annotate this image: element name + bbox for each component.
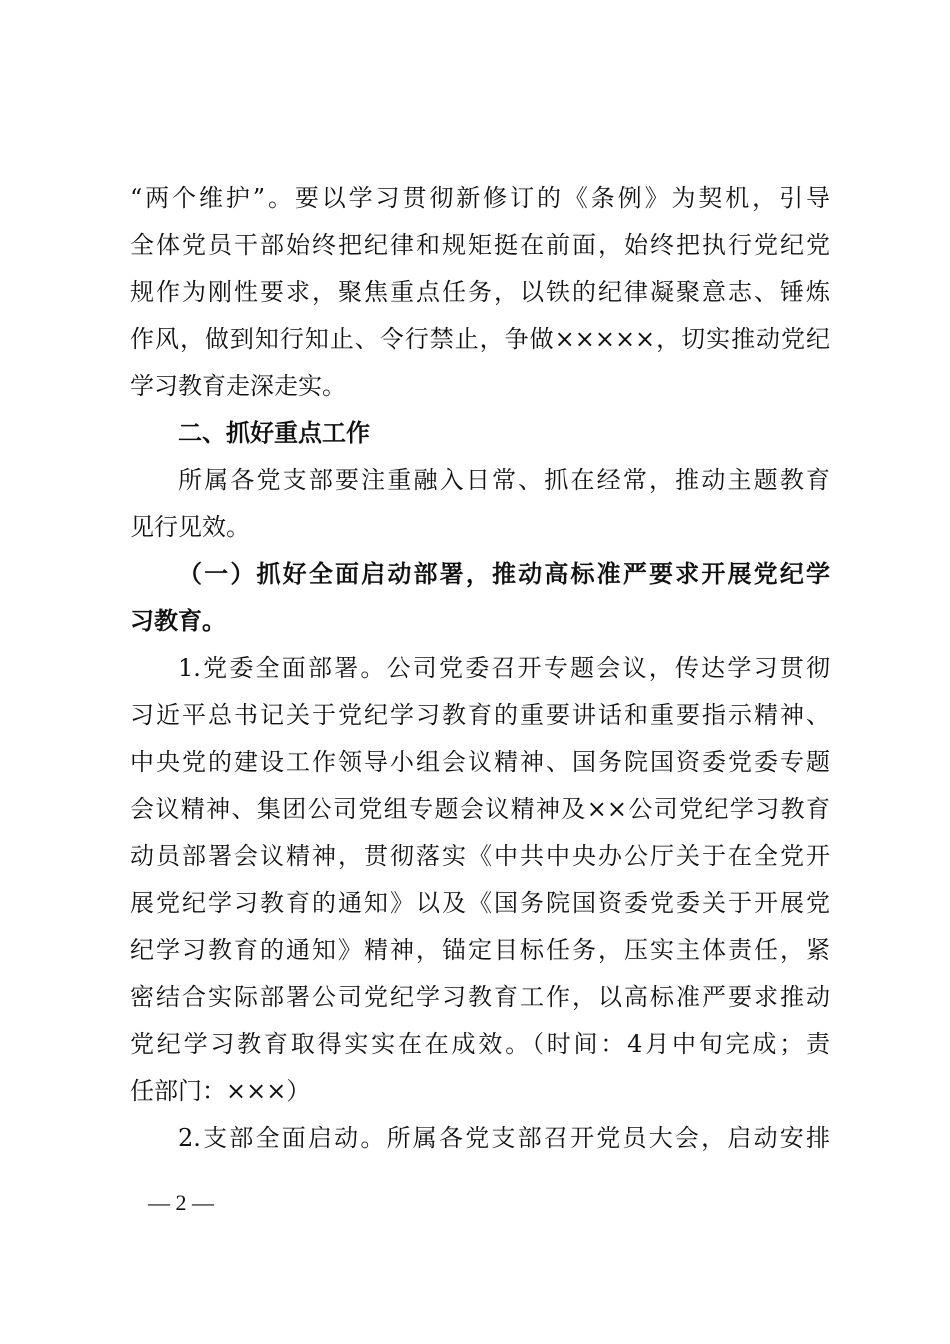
body-text-line: 见行见效。 bbox=[130, 513, 250, 541]
page-number: — 2 — bbox=[148, 1190, 214, 1215]
body-text-line: 会议精神、集团公司党组专题会议精神及××公司党纪学习教育 bbox=[130, 795, 830, 823]
body-text-line: 纪学习教育的通知》精神，锚定目标任务，压实主体责任，紧 bbox=[130, 936, 830, 964]
body-text-line: 学习教育走深走实。 bbox=[130, 372, 346, 400]
section-heading: 二、抓好重点工作 bbox=[178, 419, 370, 447]
body-text-line: 任部门：×××） bbox=[130, 1077, 311, 1105]
body-text-line: 全体党员干部始终把纪律和规矩挺在前面，始终把执行党纪党 bbox=[130, 231, 830, 259]
body-text-line: 作风，做到知行知止、令行禁止，争做×××××，切实推动党纪 bbox=[130, 325, 830, 353]
subsection-heading-cont: 习教育。 bbox=[130, 606, 226, 635]
body-text-line: 习近平总书记关于党纪学习教育的重要讲话和重要指示精神、 bbox=[130, 701, 830, 729]
body-text-line: 党纪学习教育取得实实在在成效。（时间：4月中旬完成；责 bbox=[130, 1030, 830, 1058]
item-1-first-line: 1.党委全面部署。公司党委召开专题会议，传达学习贯彻 bbox=[178, 654, 830, 682]
body-text-line: 动员部署会议精神，贯彻落实《中共中央办公厅关于在全党开 bbox=[130, 842, 830, 870]
subsection-heading: （一）抓好全面启动部署，推动高标准严要求开展党纪学 bbox=[178, 559, 830, 588]
body-text-line: 展党纪学习教育的通知》以及《国务院国资委党委关于开展党 bbox=[130, 889, 830, 917]
paragraph-first-line: 所属各党支部要注重融入日常、抓在经常，推动主题教育 bbox=[178, 466, 830, 494]
body-text-line: “两个维护”。要以学习贯彻新修订的《条例》为契机，引导 bbox=[130, 184, 830, 212]
body-text-line: 规作为刚性要求，聚焦重点任务，以铁的纪律凝聚意志、锤炼 bbox=[130, 278, 830, 306]
body-text-line: 中央党的建设工作领导小组会议精神、国务院国资委党委专题 bbox=[130, 748, 830, 776]
item-2-first-line: 2.支部全面启动。所属各党支部召开党员大会，启动安排 bbox=[178, 1124, 830, 1152]
body-text-line: 密结合实际部署公司党纪学习教育工作，以高标准严要求推动 bbox=[130, 983, 830, 1011]
